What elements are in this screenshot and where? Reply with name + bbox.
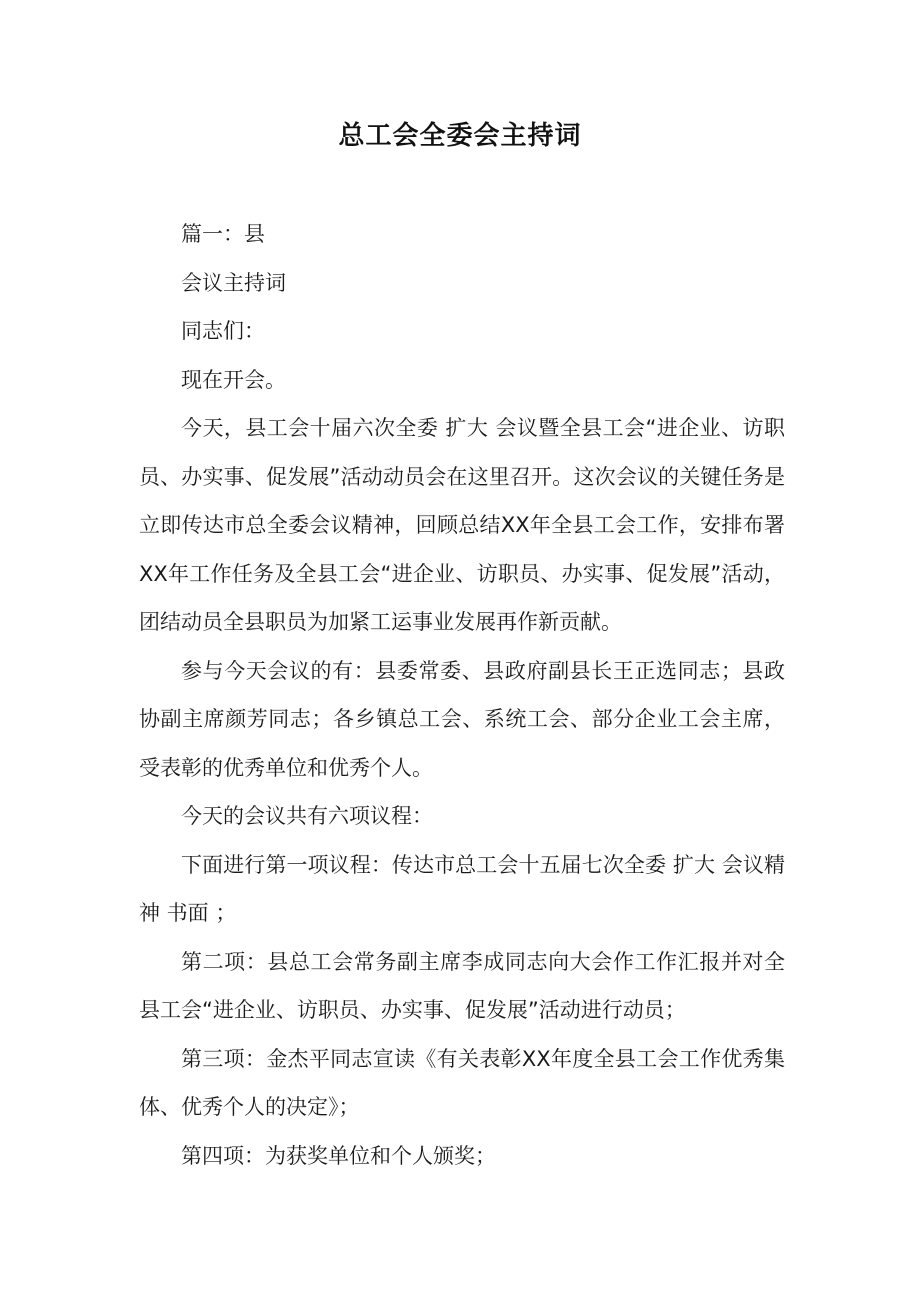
paragraph-opening: 现在开会。: [181, 367, 286, 392]
paragraph-attendees: 参与今天会议的有：县委常委、县政府副县长王正选同志；县政协副主席颜芳同志；各乡镇总工会、系统工会、部分企业工会主席，受表彰的优秀单位和优秀个人。: [139, 658, 785, 780]
paragraph-section-label: 篇一：县: [181, 222, 265, 246]
document-body: [139, 210, 785, 1180]
paragraph-agenda-intro: 今天的会议共有六项议程：: [181, 804, 433, 828]
paragraph-agenda-item-1: 下面进行第一项议程：传达市总工会十五届七次全委 扩大 会议精神 书面 ；: [139, 852, 785, 925]
paragraph-agenda-item-4: 第四项：为获奖单位和个人颁奖；: [181, 1143, 496, 1168]
paragraph-salutation: 同志们：: [181, 319, 265, 343]
document-title: 总工会全委会主持词: [338, 121, 582, 151]
paragraph-subtitle: 会议主持词: [181, 270, 286, 295]
paragraph-agenda-item-3: 第三项：金杰平同志宣读《有关表彰XX年度全县工会工作优秀集体、优秀个人的决定》；: [139, 1046, 785, 1119]
paragraph-meeting-purpose: 今天，县工会十届六次全委 扩大 会议暨全县工会“进企业、访职员、办实事、促发展”活动动员会在这里召开。这次会议的关键任务是立即传达市总全委会议精神，回顾总结XX年全县工会工作，安排布署XX年工作任务及全县工会“进企业、访职员、办实事、促发展”活动，团结动员全县职员为加紧工运事业发展再作新贡献。: [139, 416, 785, 634]
paragraph-agenda-item-2: 第二项：县总工会常务副主席李成同志向大会作工作汇报并对全县工会“进企业、访职员、办实事、促发展”活动进行动员；: [139, 949, 785, 1022]
